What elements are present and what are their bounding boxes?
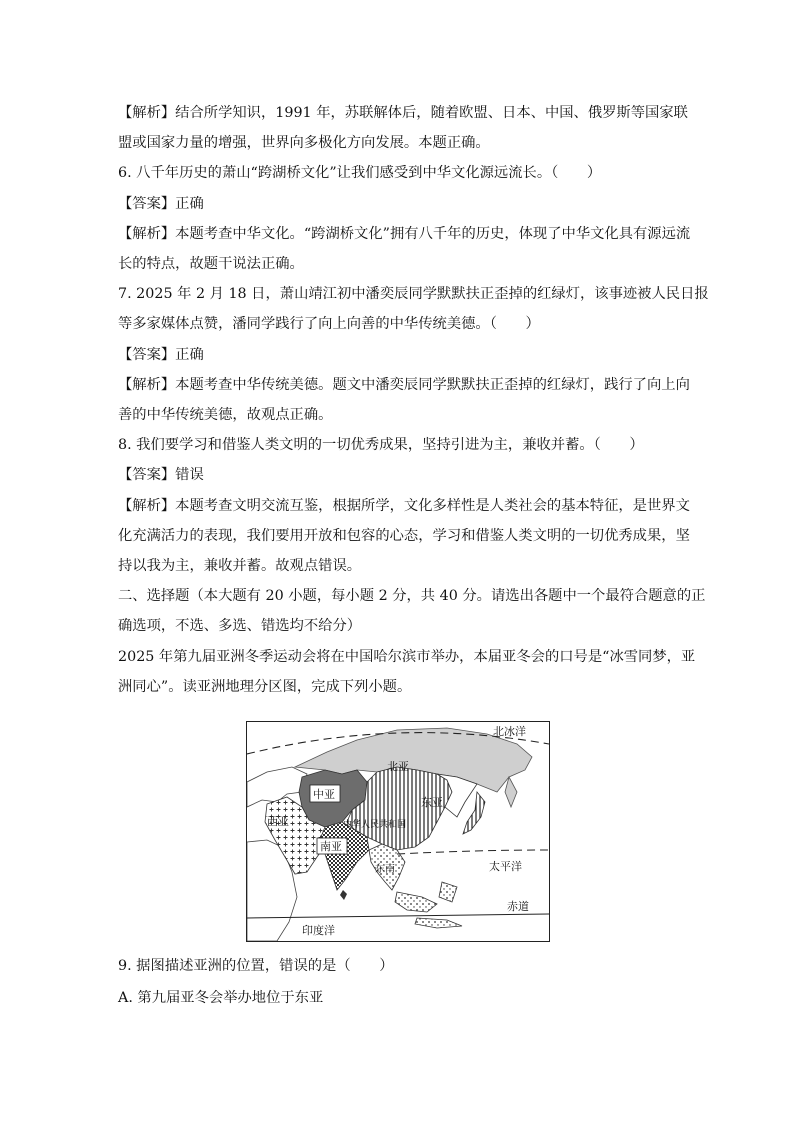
analysis-line: 盟或国家力量的增强，世界向多极化方向发展。本题正确。 [118, 135, 490, 152]
analysis-line: 【解析】本题考查中华传统美德。题文中潘奕辰同学默默扶正歪掉的红绿灯，践行了向上向 [118, 376, 690, 393]
material-text: 洲同心”。读亚洲地理分区图，完成下列小题。 [118, 678, 412, 695]
analysis-line: 【解析】结合所学知识，1991 年，苏联解体后，随着欧盟、日本、中国、俄罗斯等国家联 [118, 105, 688, 121]
map-label-arctic: 北冰洋 [493, 725, 526, 738]
analysis-line: 化充满活力的表现，我们要用开放和包容的心态，学习和借鉴人类文明的一切优秀成果，坚 [118, 527, 690, 544]
answer-6: 【答案】正确 [118, 195, 204, 212]
section-heading: 二、选择题（本大题有 20 小题，每小题 2 分，共 40 分。请选出各题中一个最符合题意的正 [118, 588, 706, 605]
analysis-line: 【解析】本题考查文明交流互鉴，根据所学，文化多样性是人类社会的基本特征，是世界文 [118, 497, 690, 514]
map-label-pacific: 太平洋 [489, 860, 522, 873]
map-label-china: 中华人民共和国 [343, 820, 407, 830]
equator-line [247, 914, 549, 918]
question-9-option-a: A. 第九届亚冬会举办地位于东亚 [118, 990, 324, 1006]
map-label-west-asia: 西亚 [267, 815, 289, 828]
question-9-stem: 9. 据图描述亚洲的位置，错误的是（ ） [118, 958, 394, 974]
question-8: 8. 我们要学习和借鉴人类文明的一切优秀成果，坚持引进为主，兼收并蓄。（ ） [118, 437, 644, 454]
document-body [118, 98, 709, 702]
analysis-line: 善的中华传统美德，故观点正确。 [118, 407, 333, 424]
tropic-line [397, 850, 549, 854]
answer-7: 【答案】正确 [118, 346, 204, 363]
map-label-indian-ocean: 印度洋 [302, 924, 335, 937]
map-label-southeast-asia: 东南 [375, 864, 395, 875]
map-label-north-asia: 北亚 [387, 760, 409, 773]
question-7-cont: 等多家媒体点赞，潘同学践行了向上向善的中华传统美德。（ ） [118, 316, 540, 333]
analysis-line: 持以我为主，兼收并蓄。故观点错误。 [118, 558, 362, 575]
material-text: 2025 年第九届亚洲冬季运动会将在中国哈尔滨市举办，本届亚冬会的口号是“冰雪同梦，亚 [118, 648, 696, 665]
map-label-central-asia: 中亚 [313, 788, 335, 801]
section-heading-cont: 确选项，不选、多选、错选均不给分） [118, 618, 362, 635]
map-label-south-asia: 南亚 [320, 840, 342, 853]
question-7: 7. 2025 年 2 月 18 日，萧山靖江初中潘奕辰同学默默扶正歪掉的红绿灯，该事迹被人民日报 [118, 286, 709, 303]
analysis-line: 【解析】本题考查中华文化。“跨湖桥文化”拥有八千年的历史，体现了中华文化具有源远流 [118, 225, 691, 242]
asia-map-svg [247, 722, 549, 941]
answer-8: 【答案】错误 [118, 467, 204, 484]
map-label-east-asia: 东亚 [421, 796, 443, 809]
asia-region-map [246, 721, 550, 942]
analysis-line: 长的特点，故题干说法正确。 [118, 256, 304, 273]
map-label-equator: 赤道 [507, 900, 529, 913]
question-6: 6. 八千年历史的萧山“跨湖桥文化”让我们感受到中华文化源远流长。（ ） [118, 165, 602, 182]
